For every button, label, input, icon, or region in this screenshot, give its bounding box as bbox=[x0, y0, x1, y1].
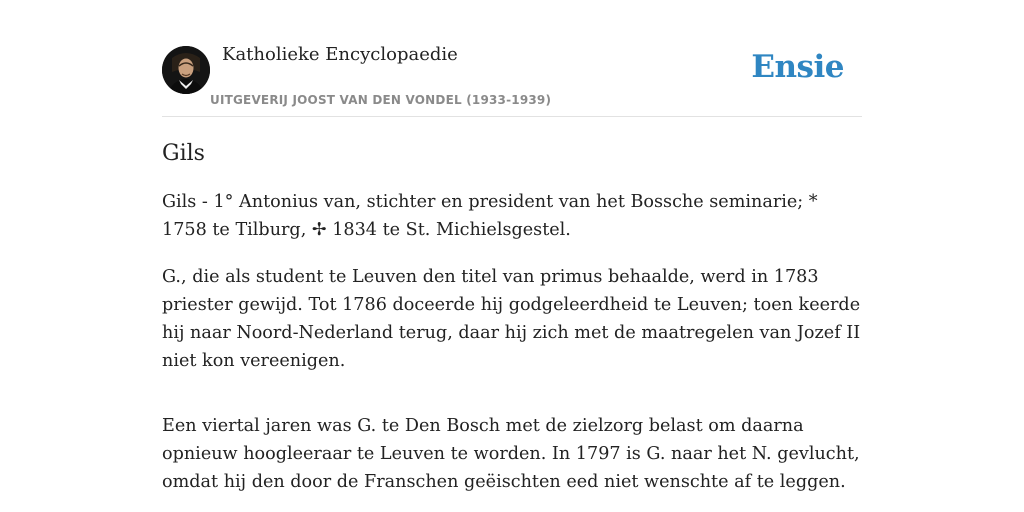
article-title: Gils bbox=[162, 141, 205, 166]
portrait-avatar[interactable] bbox=[162, 46, 210, 94]
portrait-icon bbox=[162, 46, 210, 94]
header bbox=[162, 40, 862, 117]
article-paragraph: Een viertal jaren was G. te Den Bosch met de zielzorg belast om daarna opnieuw hoogleeraar te Leuven te worden. In 1797 is G. naar het N. gevlucht, omdat hij den door de Franschen geëischten eed niet wenschte af te leggen. bbox=[162, 416, 860, 492]
publisher-label: UITGEVERIJ JOOST VAN DEN VONDEL (1933-1939) bbox=[210, 93, 552, 107]
article-paragraph: G., die als student te Leuven den titel van primus behaalde, werd in 1783 priester gewijd. Tot 1786 doceerde hij godgeleerdheid te Leuven; toen keerde hij naar Noord-Nederland terug, daar hij zich met de maatregelen van Jozef II niet kon vereenigen. bbox=[162, 267, 861, 371]
ensie-logo-link[interactable]: Ensie bbox=[751, 49, 844, 85]
article-paragraph: Gils - 1° Antonius van, stichter en president van het Bossche seminarie; * 1758 te Tilburg, ✢ 1834 te St. Michielsgestel. bbox=[162, 192, 818, 240]
book-title[interactable]: Katholieke Encyclopaedie bbox=[222, 44, 458, 65]
article bbox=[162, 138, 862, 512]
